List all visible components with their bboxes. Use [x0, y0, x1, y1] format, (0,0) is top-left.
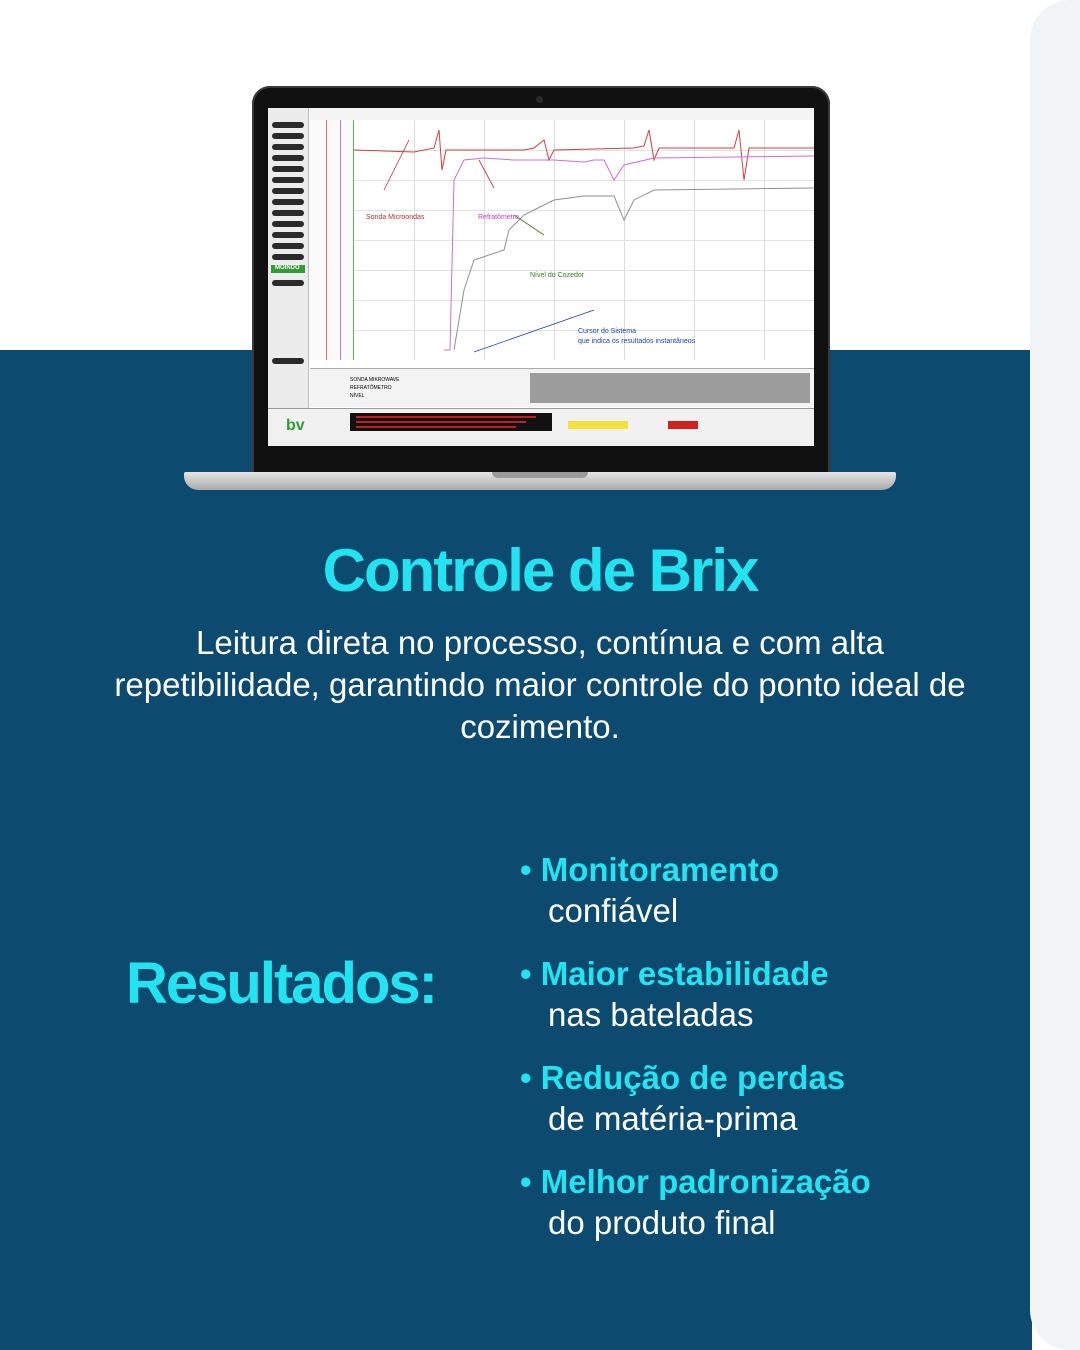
list-item: [520, 1162, 1020, 1244]
bv-logo: bv: [286, 417, 305, 434]
annotation-nivel: Nível do Cozedor: [530, 272, 585, 279]
benefit-detail: de matéria-prima: [548, 1100, 798, 1137]
sidebar-button[interactable]: [272, 166, 304, 172]
camera-icon: [536, 96, 543, 103]
page-title: Controle de Brix: [322, 537, 758, 604]
annotation-sonda: Sonda Microondas: [366, 214, 425, 221]
sidebar-button[interactable]: [272, 221, 304, 227]
right-edge-panel: [1030, 0, 1080, 1350]
trend-lines: [354, 120, 814, 360]
annotation-cursor-line2: que indica os resultados instantâneos: [578, 338, 696, 345]
table-row: SONDA MIKROWAVE: [350, 377, 400, 383]
laptop-notch: [492, 472, 588, 478]
alarm-list: [350, 413, 552, 431]
benefit-title: • Redução de perdas: [520, 1058, 1020, 1098]
benefits-list: [520, 850, 1020, 1266]
list-item: [520, 850, 1020, 932]
scale-columns: [310, 120, 354, 360]
sidebar-button[interactable]: [272, 144, 304, 150]
sidebar-button[interactable]: [272, 177, 304, 183]
page-description: Leitura direta no processo, contínua e com alta repetibilidade, garantindo maior controle do ponto ideal de cozimento.: [114, 624, 966, 745]
sidebar-button[interactable]: [272, 243, 304, 249]
annotation-cursor-line1: Cursor do Sistema: [578, 328, 636, 335]
benefit-title: • Monitoramento: [520, 850, 1020, 890]
table-row: NÍVEL: [350, 393, 365, 399]
status-indicator: [271, 265, 305, 273]
sidebar-button[interactable]: [272, 199, 304, 205]
benefit-title: • Melhor padronização: [520, 1162, 1020, 1202]
benefit-title: • Maior estabilidade: [520, 954, 1020, 994]
benefit-detail: do produto final: [548, 1204, 776, 1241]
annotation-refratometro: Refratômetro: [478, 214, 519, 221]
list-item: [520, 954, 1020, 1036]
results-heading: Resultados:: [126, 951, 436, 1016]
laptop-lid: [252, 86, 830, 476]
list-item: [520, 1058, 1020, 1140]
sidebar-button[interactable]: [272, 122, 304, 128]
sidebar-button[interactable]: [272, 280, 304, 286]
benefit-detail: confiável: [548, 892, 679, 929]
sidebar-button[interactable]: [272, 232, 304, 238]
sidebar-button[interactable]: [272, 188, 304, 194]
laptop-screen: [268, 108, 814, 446]
sidebar-button[interactable]: [272, 254, 304, 260]
signal-table: [310, 368, 814, 407]
alarm-area: [268, 408, 814, 446]
software-sidebar: [268, 108, 309, 446]
sidebar-button[interactable]: [272, 210, 304, 216]
laptop-mockup: [184, 86, 896, 494]
status-label: MOINDO: [275, 265, 300, 271]
sidebar-button[interactable]: [272, 155, 304, 161]
sidebar-button[interactable]: [272, 358, 304, 364]
benefit-detail: nas bateladas: [548, 996, 754, 1033]
detail-panel: [530, 373, 810, 403]
trend-plot: [354, 120, 814, 360]
sidebar-button[interactable]: [272, 133, 304, 139]
table-row: REFRATÔMETRO: [350, 385, 392, 391]
